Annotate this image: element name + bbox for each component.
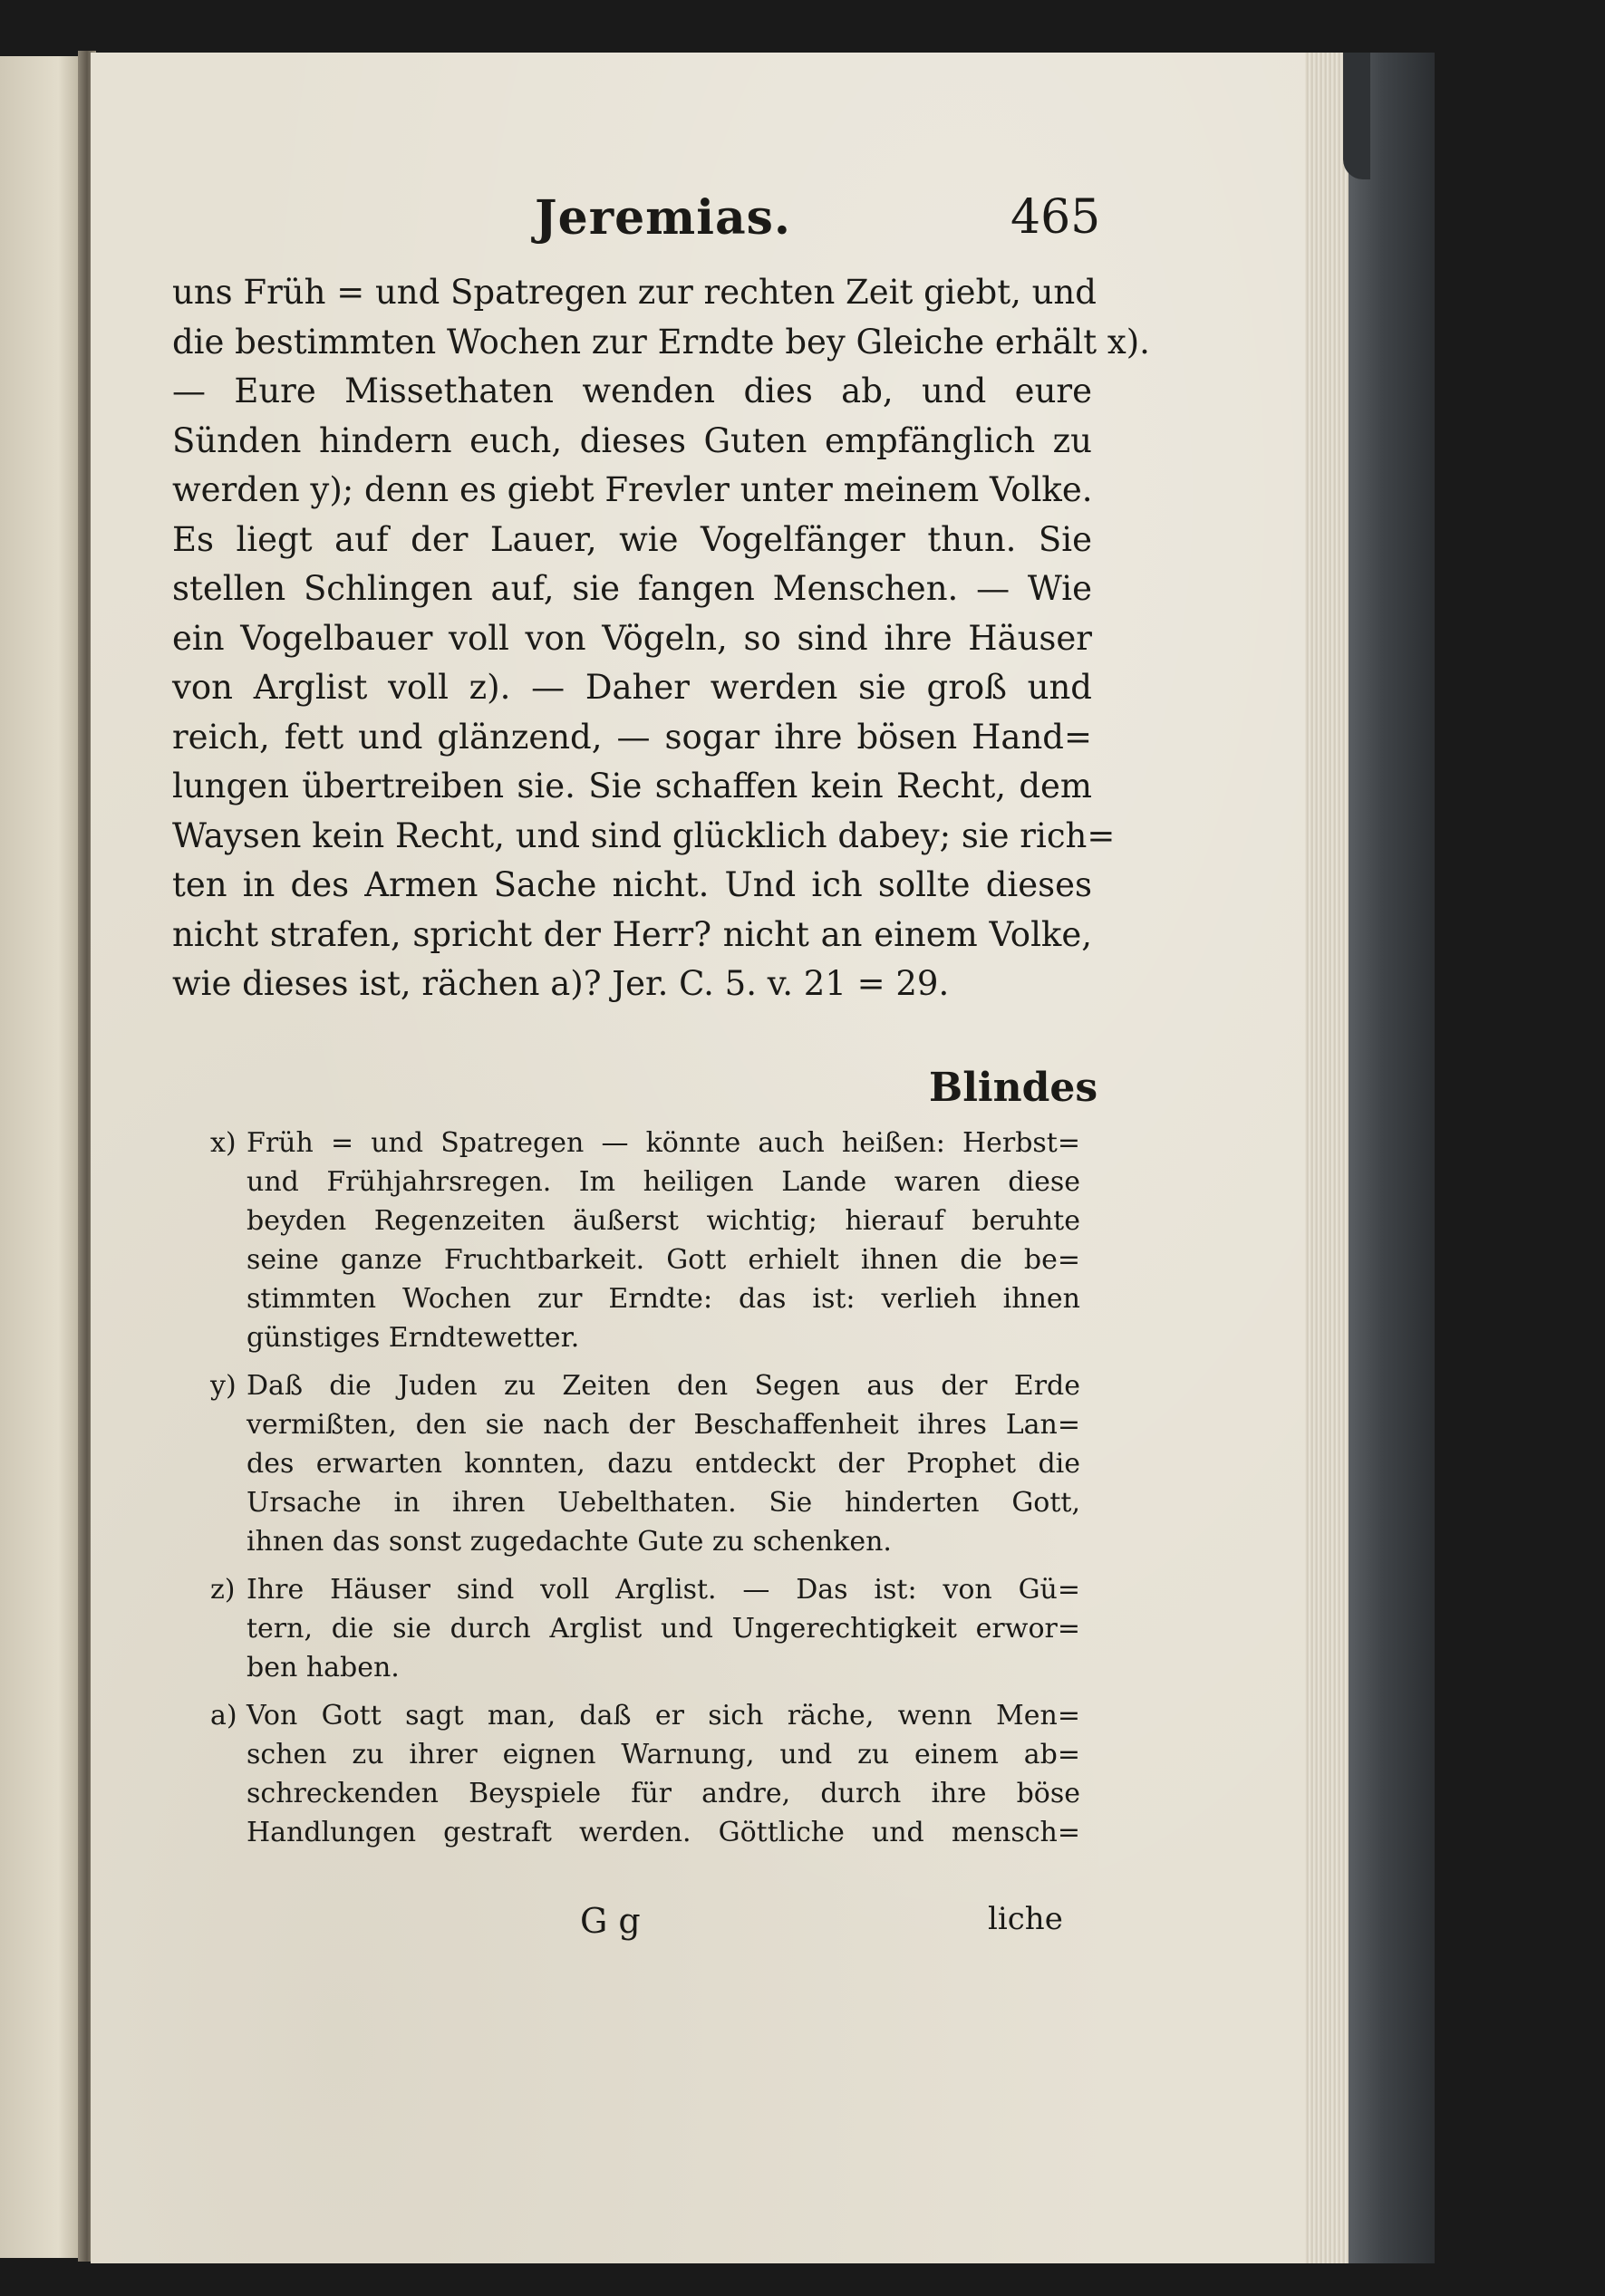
footnote-line: Handlungen gestraft werden. Göttliche und mensch= [247, 1817, 1080, 1848]
footnote-line: schen zu ihrer eignen Warnung, und zu einem ab= [247, 1739, 1080, 1770]
cover-tear [1343, 53, 1370, 179]
text-line: lungen übertreiben sie. Sie schaffen kein Recht, dem [172, 767, 1092, 806]
text-line: Es liegt auf der Lauer, wie Vogelfänger thun. Sie [172, 519, 1092, 559]
text-line: ein Vogelbauer voll von Vögeln, so sind ihre Häuser [172, 618, 1092, 658]
footnote-line: vermißten, den sie nach der Beschaffenheit ihres Lan= [247, 1409, 1080, 1441]
footnote-line: Früh = und Spatregen — könnte auch heißen: Herbst= [247, 1127, 1080, 1159]
footnote-line: Von Gott sagt man, daß er sich räche, wenn Men= [247, 1700, 1080, 1732]
footnote-line: günstiges Erndtewetter. [247, 1322, 580, 1354]
text-line: Waysen kein Recht, und sind glücklich dabey; sie rich= [172, 815, 1116, 855]
footnote-line: und Frühjahrsregen. Im heiligen Lande waren diese [247, 1166, 1080, 1198]
text-line: werden y); denn es giebt Frevler unter meinem Volke. [172, 470, 1093, 509]
footnote-a [210, 1696, 1080, 1852]
text-line: ten in des Armen Sache nicht. Und ich sollte dieses [172, 865, 1092, 904]
catchword: Blindes [929, 1065, 1098, 1111]
footnote-line: tern, die sie durch Arglist und Ungerechtigkeit erwor= [247, 1613, 1080, 1645]
main-text [172, 268, 1150, 1009]
text-line: stellen Schlingen auf, sie fangen Menschen. — Wie [172, 569, 1092, 608]
footnote-line: schreckenden Beyspiele für andre, durch ihre böse [247, 1778, 1080, 1809]
left-page-edge [0, 56, 83, 2258]
text-line: nicht strafen, spricht der Herr? nicht an einem Volke, [172, 914, 1092, 954]
footnote-line: seine ganze Fruchtbarkeit. Gott erhielt ihnen die be= [247, 1244, 1080, 1276]
text-line: uns Früh = und Spatregen zur rechten Zeit giebt, und [172, 273, 1097, 312]
footnote-x [210, 1124, 1080, 1357]
footnote-line: ihnen das sonst zugedachte Gute zu schenken. [247, 1526, 892, 1558]
signature-mark: G g [580, 1901, 641, 1941]
footnote-z [210, 1570, 1080, 1687]
bottom-catchword: liche [988, 1901, 1063, 1937]
text-line: wie dieses ist, rächen a)? Jer. C. 5. v. 21 = 29. [172, 964, 950, 1003]
text-line: reich, fett und glänzend, — sogar ihre bösen Hand= [172, 717, 1092, 757]
text-line: von Arglist voll z). — Daher werden sie groß und [172, 668, 1092, 707]
book-cover [1349, 53, 1435, 2263]
footnote-marker: x) [210, 1127, 237, 1159]
footnote-y [210, 1366, 1080, 1561]
running-head: Jeremias. [535, 190, 792, 246]
footnote-line: Daß die Juden zu Zeiten den Segen aus der Erde [247, 1370, 1080, 1402]
footnote-line: des erwarten konnten, dazu entdeckt der Prophet die [247, 1448, 1080, 1480]
footnote-line: Ursache in ihren Uebelthaten. Sie hinderten Gott, [247, 1487, 1080, 1519]
text-line: — Eure Missethaten wenden dies ab, und eure [172, 371, 1092, 410]
page-number: 465 [1010, 190, 1101, 245]
footnote-marker: z) [210, 1574, 236, 1606]
text-line: die bestimmten Wochen zur Erndte bey Gleiche erhält x). [172, 322, 1150, 362]
footnote-line: beyden Regenzeiten äußerst wichtig; hierauf beruhte [247, 1205, 1080, 1237]
text-line: Sünden hindern euch, dieses Guten empfänglich zu [172, 420, 1092, 460]
page-edges [1305, 53, 1349, 2263]
footnote-line: Ihre Häuser sind voll Arglist. — Das ist: von Gü= [247, 1574, 1080, 1606]
footnote-marker: y) [210, 1370, 237, 1402]
footnotes [210, 1124, 1080, 1861]
footnote-line: stimmten Wochen zur Erndte: das ist: verlieh ihnen [247, 1283, 1080, 1315]
footnote-marker: a) [210, 1700, 237, 1732]
footnote-line: ben haben. [247, 1652, 400, 1683]
